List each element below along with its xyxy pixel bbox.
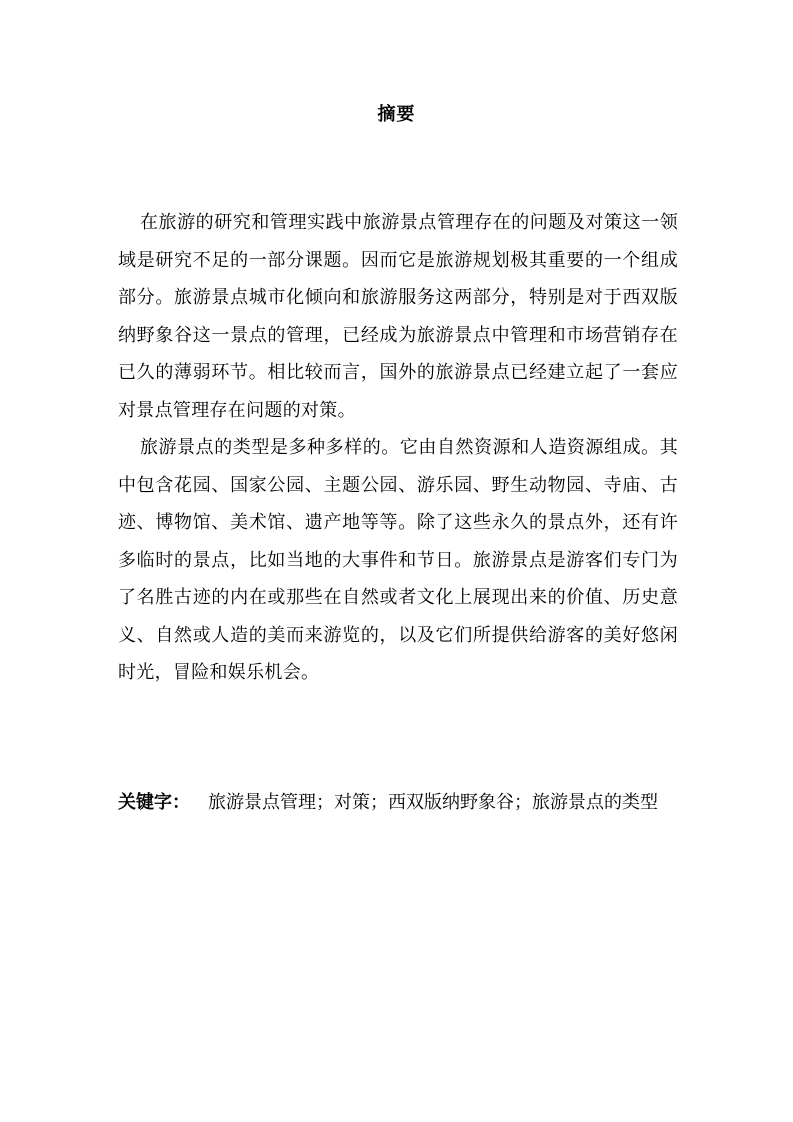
keywords-line bbox=[118, 788, 698, 818]
keywords-text: 旅游景点管理；对策；西双版纳野象谷；旅游景点的类型 bbox=[208, 792, 658, 813]
page-title: 摘要 bbox=[377, 104, 416, 125]
keywords-label: 关键字： bbox=[118, 792, 190, 813]
abstract-body bbox=[118, 204, 678, 692]
abstract-paragraph-2: 旅游景点的类型是多种多样的。它由自然资源和人造资源组成。其中包含花园、国家公园、主题公园、游乐园、野生动物园、寺庙、古迹、博物馆、美术馆、遗产地等等。除了这些永久的景点外，还有许多临时的景点，比如当地的大事件和节日。旅游景点是游客们专门为了名胜古迹的内在或那些在自然或者文化上展现出来的价值、历史意义、自然或人造的美而来游览的，以及它们所提供给游客的美好悠闲时光，冒险和娱乐机会。 bbox=[118, 437, 678, 683]
abstract-paragraph-1: 在旅游的研究和管理实践中旅游景点管理存在的问题及对策这一领域是研究不足的一部分课题。因而它是旅游规划极其重要的一个组成部分。旅游景点城市化倾向和旅游服务这两部分，特别是对于西双版纳野象谷这一景点的管理，已经成为旅游景点中管理和市场营销存在已久的薄弱环节。相比较而言，国外的旅游景点已经建立起了一套应对景点管理存在问题的对策。 bbox=[118, 212, 678, 421]
